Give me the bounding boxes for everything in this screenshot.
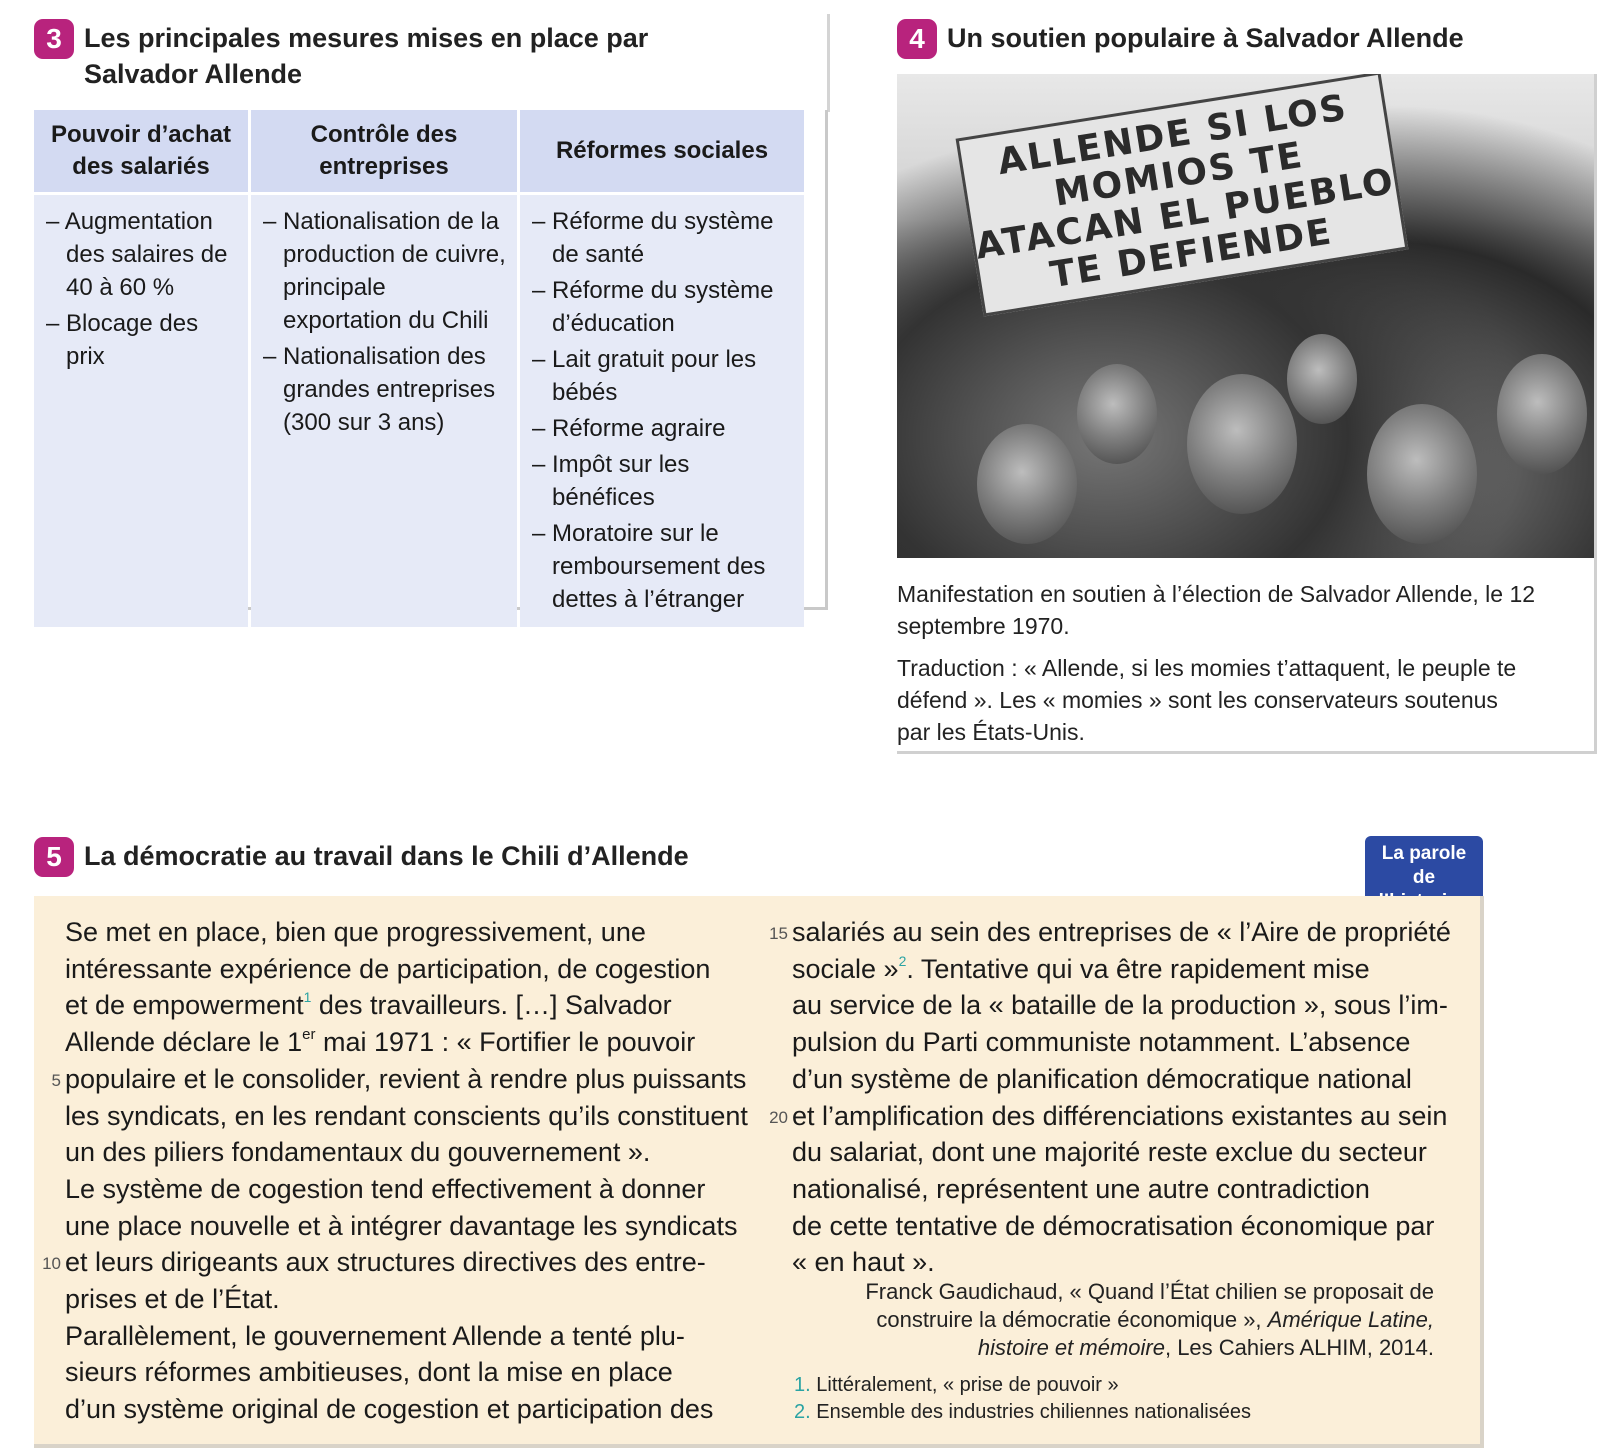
table-header-cell: Contrôle des entreprises (251, 110, 517, 195)
source-citation (834, 1278, 1434, 1362)
text-line: de cette tentative de démocratisation économique par (792, 1210, 1435, 1241)
crowd-face (1497, 354, 1587, 474)
historian-badge-line: La parole (1381, 843, 1467, 864)
crowd-face (977, 424, 1077, 544)
list-item: – Lait gratuit pour les bébés (532, 346, 757, 406)
list-item: – Réforme agraire (532, 415, 726, 442)
list-item: – Blocage des prix (46, 310, 199, 370)
text-line: 20 et l’amplification des différenciations existantes au sein (792, 1098, 1460, 1135)
footnote: 2. Ensemble des industries chiliennes nationalisées (794, 1401, 1251, 1423)
doc3-table-frame (34, 110, 828, 613)
text-line: intéressante expérience de participation, de cogestion (65, 953, 711, 984)
doc5-title: La démocratie au travail dans le Chili d’Allende (84, 841, 689, 871)
list-item: – Nationalisation des grandes entreprises (300 sur 3 ans) (263, 343, 496, 436)
text-line: d’un système original de cogestion et participation des (65, 1394, 714, 1425)
crowd-face (1367, 404, 1477, 544)
doc4-caption (897, 578, 1537, 758)
text-line: « en haut ». (792, 1247, 935, 1278)
text-line: sociale »$^2$. Tentative qui va être rapidement mise (792, 952, 1370, 984)
footnote-ref: 2 (898, 952, 907, 969)
doc3-heading (34, 20, 794, 92)
measures-table (31, 110, 807, 627)
text-line: Allende déclare le 1er mai 1971 : « Fortifier le pouvoir (65, 1026, 696, 1058)
banner-translation: Traduction : « Allende, si les momies t’attaquent, le peuple te défend ». Les « momies » sont les conservateurs soutenus par les États-Unis. (897, 655, 1517, 745)
text-line: nationalisé, représentent une autre contradiction (792, 1173, 1370, 1204)
doc4-title: Un soutien populaire à Salvador Allende (947, 23, 1464, 53)
table-header-row (34, 110, 804, 195)
table-header-cell: Réformes sociales (520, 110, 804, 195)
historian-badge-line: de (1412, 867, 1436, 888)
list-item: – Réforme du système d’éducation (532, 277, 774, 337)
photo-caption: Manifestation en soutien à l’élection de Salvador Allende, le 12 septembre 1970. (897, 581, 1536, 639)
text-column-left (42, 914, 773, 1428)
text-line: les syndicats, en les rendant conscients qu’ils constituent (65, 1100, 748, 1131)
text-line: pulsion du Parti communiste notamment. L’absence (792, 1027, 1411, 1058)
source-line: construire la démocratie économique », Amérique Latine, (876, 1307, 1434, 1332)
text-line: du salariat, dont une majorité reste exclue du secteur (792, 1137, 1427, 1168)
text-line: 10 et leurs dirigeants aux structures directives des entre- (65, 1244, 773, 1281)
text-line: Le système de cogestion tend effectivement à donner (65, 1173, 706, 1204)
doc3-vertical-divider (827, 14, 830, 112)
list-item: – Nationalisation de la production de cuivre, principale exportation du Chili (263, 208, 506, 334)
doc3-number-badge: 3 (34, 19, 74, 59)
table-cell-purchasing-power (34, 195, 248, 627)
historian-badge (1365, 836, 1483, 896)
text-line: un des piliers fondamentaux du gouvernement ». (65, 1137, 651, 1168)
table-header-cell: Pouvoir d’achat des salariés (34, 110, 248, 195)
source-line: Franck Gaudichaud, « Quand l’État chilien se proposait de (865, 1279, 1434, 1304)
crowd-face (1077, 364, 1157, 464)
text-line: prises et de l’État. (65, 1284, 280, 1315)
text-line: Se met en place, bien que progressivement, une (65, 917, 646, 947)
line-number: 15 (769, 924, 788, 943)
doc4-heading (897, 20, 1577, 59)
protest-banner: ALLENDE SI LOS MOMIOS TE ATACAN EL PUEBLO TE DEFIENDE (956, 74, 1409, 317)
table-cell-business-control (251, 195, 517, 627)
text-line: d’un système de planification démocratique national (792, 1063, 1412, 1094)
list-item: – Augmentation des salaires de 40 à 60 % (46, 208, 228, 301)
crowd-face (1287, 334, 1357, 424)
text-line: 15 salariés au sein des entreprises de « l’Aire de propriété (792, 914, 1460, 951)
crowd-face (1187, 374, 1297, 514)
text-line: sieurs réformes ambitieuses, dont la mise en place (65, 1357, 673, 1388)
line-number: 5 (51, 1070, 61, 1090)
source-line: histoire et mémoire, Les Cahiers ALHIM, 2014. (977, 1335, 1434, 1360)
doc5-number-badge: 5 (34, 837, 74, 877)
doc5-heading (34, 838, 934, 877)
historian-text-box (34, 896, 1484, 1448)
footnote-ref: 1 (303, 989, 312, 1006)
footnote: 1. Littéralement, « prise de pouvoir » (794, 1374, 1119, 1396)
text-line: une place nouvelle et à intégrer davantage les syndicats (65, 1210, 738, 1241)
doc3-title: Les principales mesures mises en place par Salvador Allende (84, 23, 649, 89)
list-item: – Moratoire sur le remboursement des dettes à l’étranger (532, 520, 766, 613)
footnotes (794, 1372, 1434, 1426)
text-line: au service de la « bataille de la production », sous l’im- (792, 990, 1448, 1021)
table-cell-social-reforms (520, 195, 804, 627)
doc4-number-badge: 4 (897, 19, 937, 59)
list-item: – Impôt sur les bénéfices (532, 451, 690, 511)
text-line: et de empowerment$^1$ des travailleurs. […] Salvador (65, 989, 672, 1021)
text-line: Parallèlement, le gouvernement Allende a tenté plu- (65, 1320, 685, 1351)
text-line: 5 populaire et le consolider, revient à rendre plus puissants (65, 1061, 773, 1098)
table-row (34, 195, 804, 627)
demonstration-photo (897, 74, 1594, 558)
text-column-right (769, 914, 1460, 1281)
line-number: 10 (42, 1254, 61, 1274)
line-number: 20 (769, 1107, 788, 1127)
list-item: – Réforme du système de santé (532, 208, 774, 268)
